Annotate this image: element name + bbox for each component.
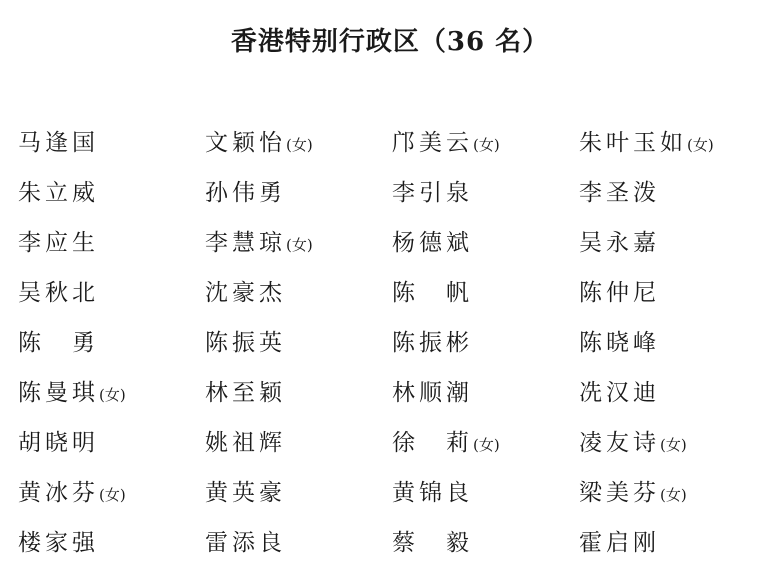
member-entry — [579, 373, 766, 423]
member-list — [18, 123, 766, 573]
member-name: 霍启刚 — [579, 530, 660, 556]
member-entry — [579, 123, 766, 173]
member-name: 冼汉迪 — [579, 380, 660, 406]
member-name: 梁美芬 — [579, 480, 660, 506]
gender-note: (女) — [286, 236, 313, 254]
member-name: 徐 莉 — [392, 430, 473, 456]
gender-note: (女) — [99, 386, 126, 404]
member-name: 林至颖 — [205, 380, 286, 406]
member-name: 陈 勇 — [18, 330, 99, 356]
member-name: 吴秋北 — [18, 280, 99, 306]
member-name: 陈 帆 — [392, 280, 473, 306]
member-entry — [18, 373, 205, 423]
member-entry — [392, 323, 579, 373]
member-name: 沈豪杰 — [205, 280, 286, 306]
member-entry — [392, 123, 579, 173]
member-name: 李圣泼 — [579, 180, 660, 206]
member-entry — [205, 523, 392, 573]
gender-note: (女) — [99, 486, 126, 504]
member-entry — [392, 523, 579, 573]
member-name: 孙伟勇 — [205, 180, 286, 206]
member-entry — [205, 223, 392, 273]
member-name: 陈曼琪 — [18, 380, 99, 406]
member-entry — [392, 273, 579, 323]
member-name: 文颖怡 — [205, 130, 286, 156]
page-title: 香港特别行政区（36 名） — [230, 27, 550, 57]
member-name: 黄锦良 — [392, 480, 473, 506]
member-name: 陈仲尼 — [579, 280, 660, 306]
member-entry — [18, 173, 205, 223]
gender-note: (女) — [687, 136, 714, 154]
member-name: 马逢国 — [18, 130, 99, 156]
member-entry — [579, 423, 766, 473]
member-name: 杨德斌 — [392, 230, 473, 256]
member-entry — [392, 173, 579, 223]
member-name: 朱立威 — [18, 180, 99, 206]
gender-note: (女) — [286, 136, 313, 154]
member-name: 李慧琼 — [205, 230, 286, 256]
member-name: 朱叶玉如 — [579, 130, 687, 156]
member-entry — [392, 423, 579, 473]
gender-note: (女) — [473, 136, 500, 154]
member-entry — [579, 223, 766, 273]
member-entry — [18, 423, 205, 473]
member-name: 黄冰芬 — [18, 480, 99, 506]
member-entry — [579, 273, 766, 323]
member-name: 李引泉 — [392, 180, 473, 206]
member-name: 李应生 — [18, 230, 99, 256]
member-entry — [579, 473, 766, 523]
member-name: 林顺潮 — [392, 380, 473, 406]
member-entry — [18, 273, 205, 323]
member-entry — [18, 223, 205, 273]
member-entry — [579, 323, 766, 373]
gender-note: (女) — [660, 486, 687, 504]
member-name: 楼家强 — [18, 530, 99, 556]
member-entry — [205, 173, 392, 223]
member-entry — [579, 173, 766, 223]
member-entry — [205, 323, 392, 373]
member-entry — [579, 523, 766, 573]
member-name: 姚祖辉 — [205, 430, 286, 456]
member-name: 胡晓明 — [18, 430, 99, 456]
member-entry — [392, 473, 579, 523]
member-entry — [18, 123, 205, 173]
member-entry — [205, 473, 392, 523]
gender-note: (女) — [473, 436, 500, 454]
member-entry — [392, 223, 579, 273]
member-name: 黄英豪 — [205, 480, 286, 506]
gender-note: (女) — [660, 436, 687, 454]
member-entry — [205, 273, 392, 323]
member-name: 雷添良 — [205, 530, 286, 556]
member-name: 陈振英 — [205, 330, 286, 356]
member-entry — [18, 523, 205, 573]
member-name: 邝美云 — [392, 130, 473, 156]
member-name: 蔡 毅 — [392, 530, 473, 556]
member-entry — [205, 123, 392, 173]
member-entry — [205, 423, 392, 473]
member-entry — [392, 373, 579, 423]
member-name: 陈振彬 — [392, 330, 473, 356]
member-name: 凌友诗 — [579, 430, 660, 456]
member-entry — [205, 373, 392, 423]
member-entry — [18, 473, 205, 523]
member-entry — [18, 323, 205, 373]
member-name: 吴永嘉 — [579, 230, 660, 256]
member-name: 陈晓峰 — [579, 330, 660, 356]
